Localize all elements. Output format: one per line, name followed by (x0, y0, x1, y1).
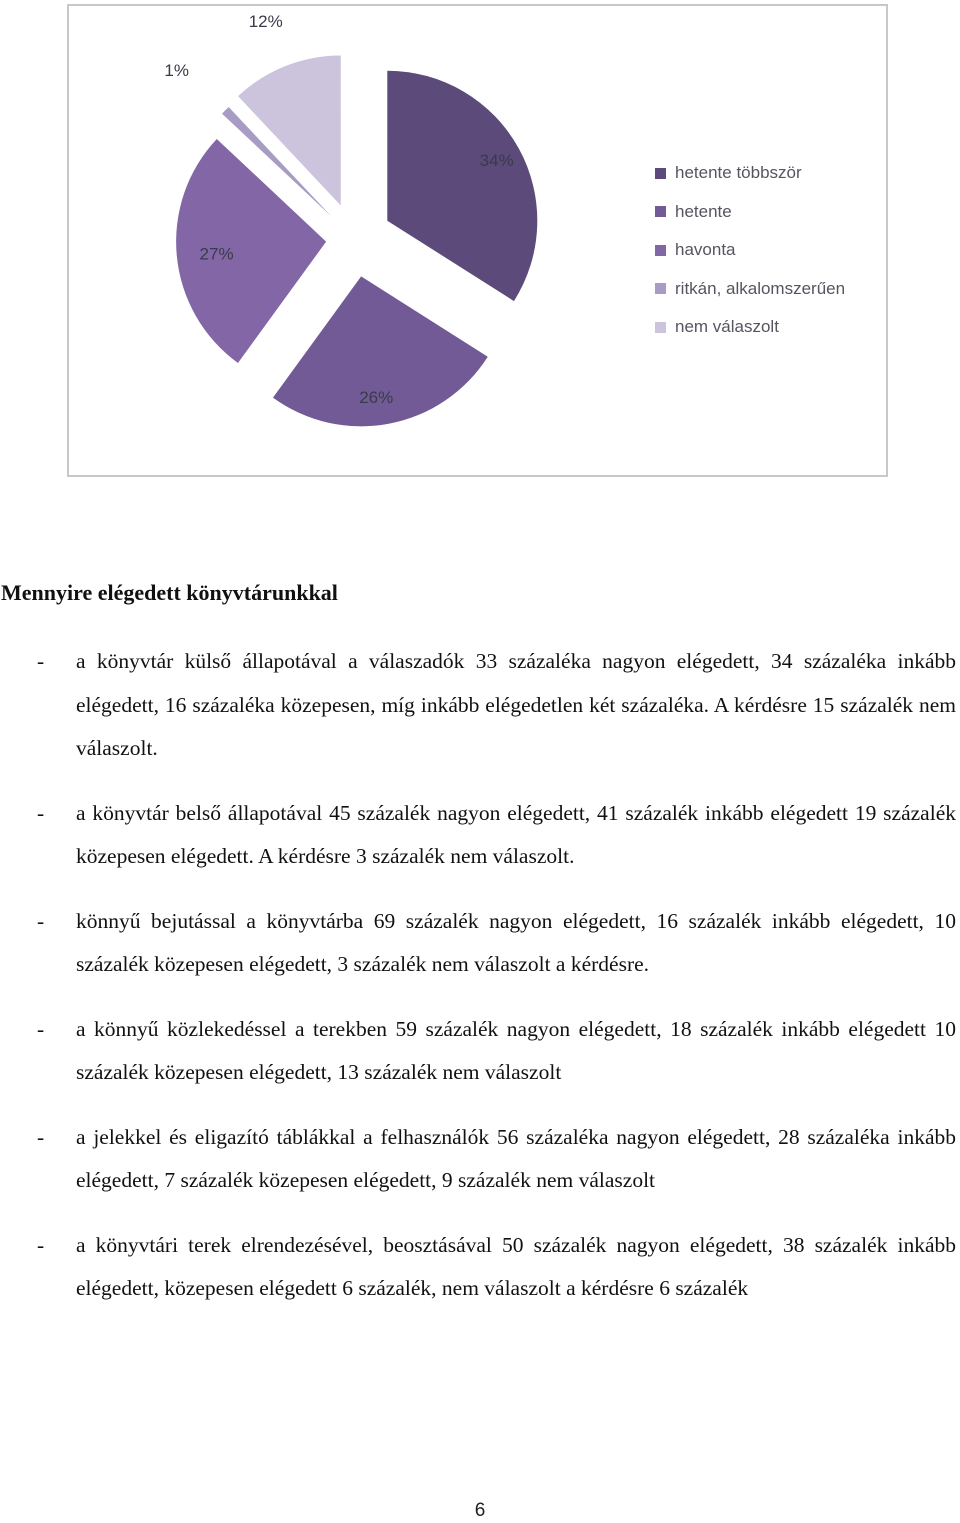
list-item-text: a könyvtár külső állapotával a válaszadók 33 százaléka nagyon elégedett, 34 százaléka inkább elégedett, 16 százaléka közepesen, míg inkább elégedetlen két százaléka. A kérdésre 15 százalék nem válaszolt. (76, 649, 956, 760)
legend-swatch (655, 168, 666, 179)
legend-label: ritkán, alkalomszerűen (675, 278, 846, 298)
legend-label: hetente (675, 201, 732, 221)
list-item (0, 1224, 958, 1311)
pie-chart (67, 4, 888, 477)
list-item (0, 1116, 958, 1203)
list-item-text: könnyű bejutással a könyvtárba 69 százalék nagyon elégedett, 16 százalék inkább elégedett, 10 százalék közepesen elégedett, 3 százalék nem válaszolt a kérdésre. (76, 908, 956, 976)
pie-slice-label: 12% (248, 11, 283, 31)
page-number: 6 (474, 1500, 486, 1521)
list-item-text: a könnyű közlekedéssel a terekben 59 százalék nagyon elégedett, 18 százalék inkább elégedett 10 százalék közepesen elégedett, 13 százalék nem válaszolt (76, 1016, 956, 1084)
pie-slice-label: 27% (199, 244, 234, 264)
legend-swatch (655, 245, 666, 256)
bullet-marker: - (37, 908, 45, 933)
legend-swatch (655, 206, 666, 217)
bullet-marker: - (37, 649, 45, 673)
section-heading: Mennyire elégedett könyvtárunkkal (1, 580, 338, 605)
bullet-marker: - (37, 1124, 45, 1149)
pie-slice (387, 71, 537, 301)
list-item-text: a könyvtár belső állapotával 45 százalék nagyon elégedett, 41 százalék inkább elégedett 19 százalék közepesen elégedett. A kérdésre 3 százalék nem válaszolt. (76, 800, 956, 868)
legend-item (655, 231, 845, 270)
legend-swatch (655, 283, 666, 294)
bullet-list (0, 640, 958, 1332)
bullet-marker: - (37, 1016, 45, 1041)
bullet-marker: - (37, 800, 45, 825)
legend-label: hetente többször (675, 163, 802, 183)
legend-item (655, 308, 845, 347)
legend-swatch (655, 322, 666, 333)
legend-item (655, 270, 845, 309)
list-item-text: a könyvtári terek elrendezésével, beosztásával 50 százalék nagyon elégedett, 38 százalék inkább elégedett, közepesen elégedett 6 százalék, nem válaszolt a kérdésre 6 százalék (76, 1232, 956, 1300)
legend-item (655, 154, 845, 193)
pie-slice-label: 1% (164, 61, 189, 81)
legend-label: nem válaszolt (675, 317, 779, 337)
list-item (0, 640, 958, 771)
legend-item (655, 193, 845, 232)
bullet-marker: - (37, 1232, 45, 1257)
pie-slice-label: 34% (479, 151, 514, 171)
list-item (0, 900, 958, 987)
pie-slice-label: 26% (359, 388, 394, 408)
chart-legend (655, 154, 845, 347)
list-item-text: a jelekkel és eligazító táblákkal a felhasználók 56 százaléka nagyon elégedett, 28 százaléka inkább elégedett, 7 százalék közepesen elégedett, 9 százalék nem válaszolt (76, 1124, 956, 1192)
list-item (0, 1008, 958, 1095)
legend-label: havonta (675, 240, 736, 260)
list-item (0, 792, 958, 879)
